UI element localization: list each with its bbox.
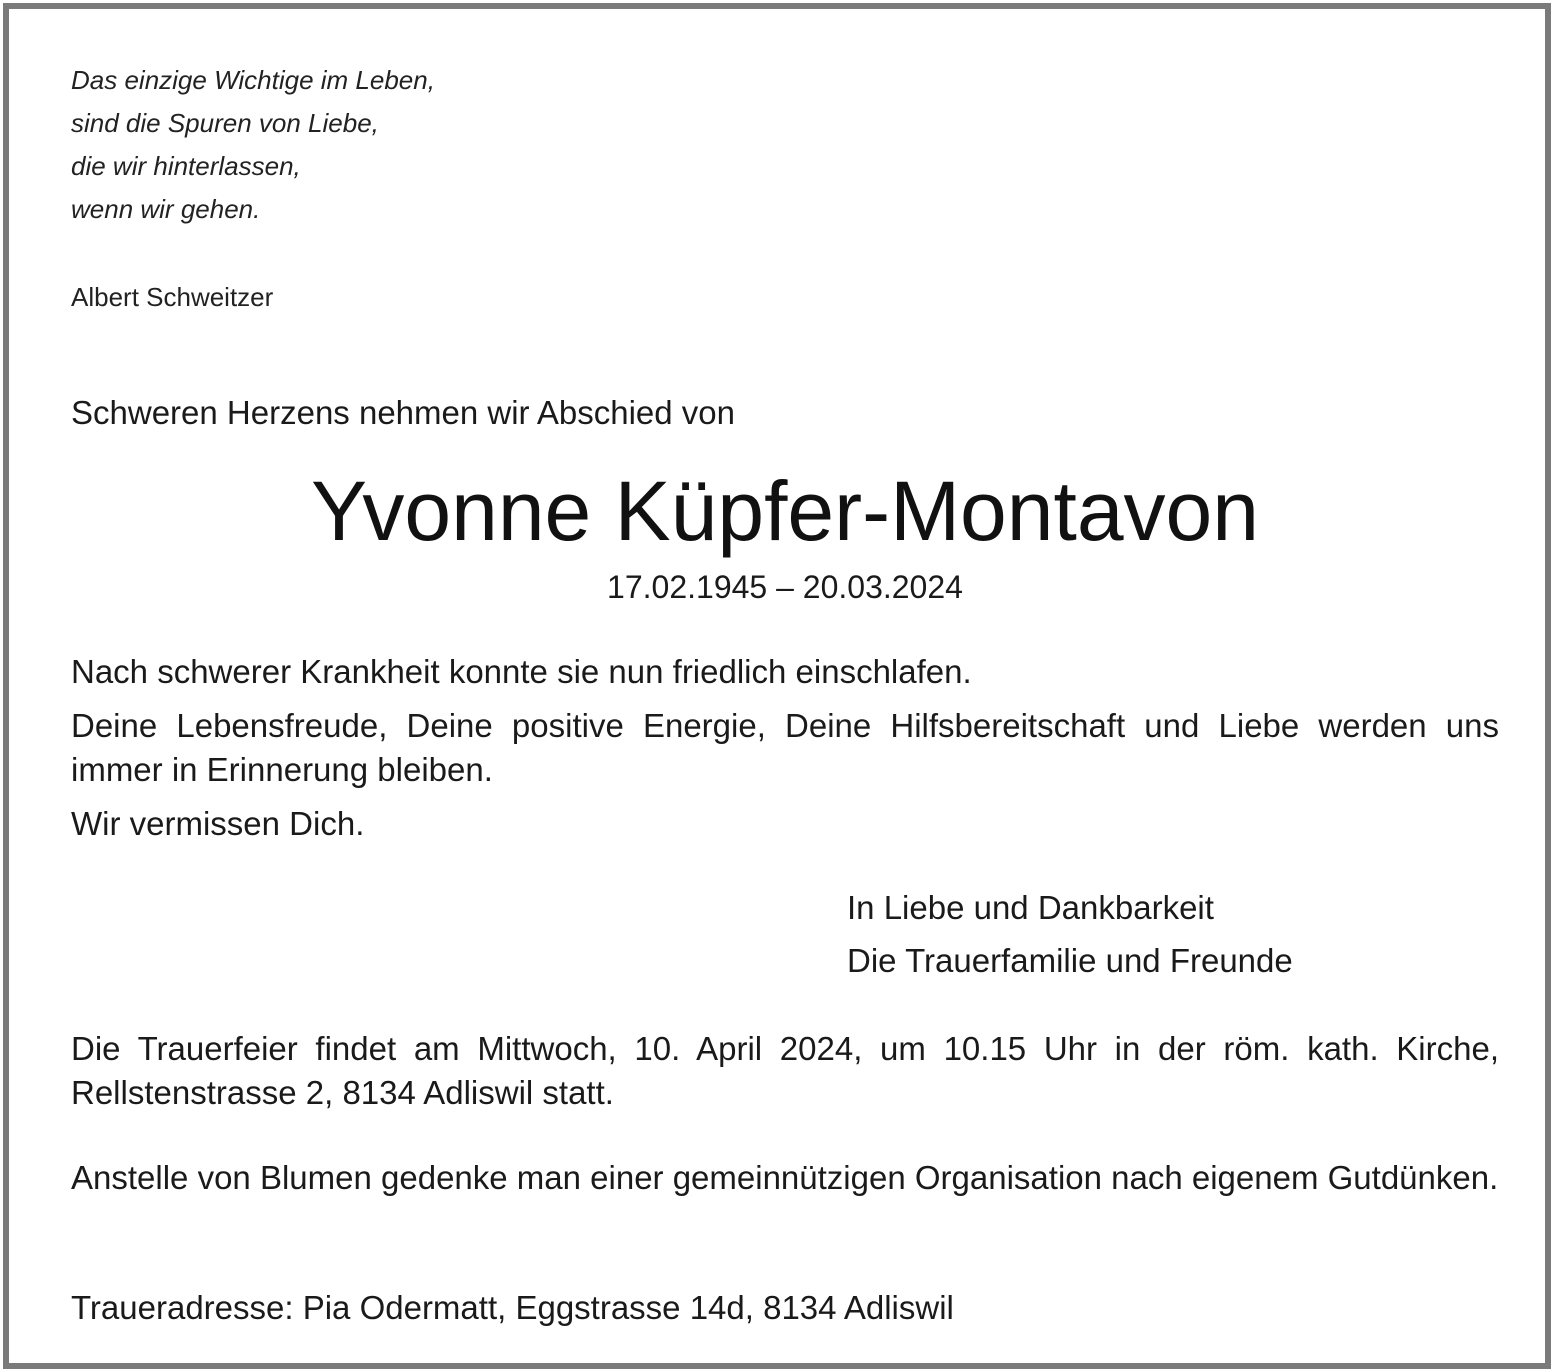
body-paragraph-1: Nach schwerer Krankheit konnte sie nun friedlich einschlafen.	[71, 653, 972, 690]
life-dates: 17.02.1945 – 20.03.2024	[607, 569, 963, 605]
intro-text: Schweren Herzens nehmen wir Abschied von	[71, 394, 736, 431]
quote-line-3: die wir hinterlassen,	[71, 151, 301, 181]
obituary-frame	[3, 3, 1551, 1369]
signature-line-1: In Liebe und Dankbarkeit	[847, 889, 1214, 926]
donation-notice: Anstelle von Blumen gedenke man einer gemeinnützigen Organisation nach eigenem Gutdünken.	[71, 1159, 1499, 1196]
quote-author: Albert Schweitzer	[71, 282, 274, 312]
ceremony-notice: Die Trauerfeier findet am Mittwoch, 10. April 2024, um 10.15 Uhr in der röm. kath. Kirche, Rellstenstrasse 2, 8134 Adliswil statt.	[71, 1030, 1499, 1111]
deceased-name: Yvonne Küpfer-Montavon	[311, 464, 1259, 558]
quote-line-2: sind die Spuren von Liebe,	[71, 108, 379, 138]
quote-line-4: wenn wir gehen.	[71, 194, 261, 224]
mourning-address: Traueradresse: Pia Odermatt, Eggstrasse 14d, 8134 Adliswil	[71, 1289, 954, 1326]
body-paragraph-2: Deine Lebensfreude, Deine positive Energie, Deine Hilfsbereitschaft und Liebe werden uns immer in Erinnerung bleiben.	[71, 707, 1499, 788]
signature-line-2: Die Trauerfamilie und Freunde	[847, 942, 1293, 979]
quote-line-1: Das einzige Wichtige im Leben,	[71, 65, 435, 95]
body-paragraph-3: Wir vermissen Dich.	[71, 805, 365, 842]
